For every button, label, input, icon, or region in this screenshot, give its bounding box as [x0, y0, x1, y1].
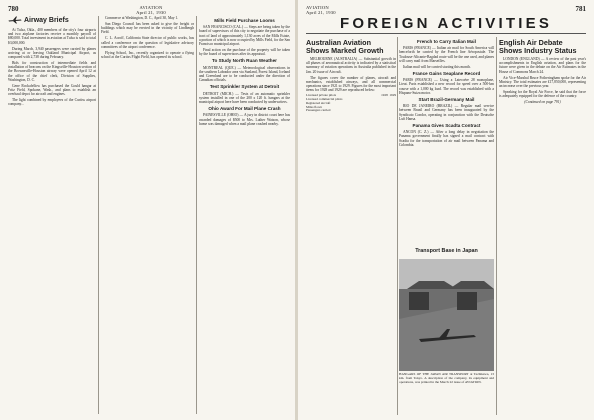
photo-title: Transport Base in Japan	[415, 248, 478, 254]
section-title: FOREIGN ACTIVITIES	[339, 15, 553, 32]
running-head: AVIATION April 21, 1930	[306, 5, 336, 15]
article-heading: To Study North Ruan Weather	[212, 58, 277, 64]
section-heading: Airway Briefs	[8, 16, 69, 24]
article-heading: France Gains Seaplane Record	[412, 71, 481, 77]
article-heading: Start Brazil-Germany Mail	[418, 97, 475, 103]
photo-caption: HANGARS OF THE JAPAN AIR TRANSPORT at Tachikawa, 13 km. from Tokyo. A description of the company, its equipment and operations, was printed in the March 22 issue of AVIATION.	[399, 372, 494, 384]
table-row: Registered aircraft	[306, 100, 331, 105]
table-row: Miles flown	[306, 104, 323, 109]
column-1: Australian Aviation Shows Marked Growth MELBOURNE (AUSTRALIA) — Substantial growth in all phases of aeronautical activity is indicated by a statistical summary of aviation operations in Australia published in the Jan. 20 issue of Aircraft. The figures cover the number of planes, aircraft and mechanics, established airways, and all commercial operations since 1921 to 1929. Figures for the most important items for 1928 and 1929 are reproduced below: Licensed private pilots 1928 1929 Licensed commercial pilots Registered aircraft Miles flown Passengers carried	[306, 38, 396, 113]
right-page	[298, 0, 594, 420]
article-heading: Mills Field Purchase Looms	[214, 18, 275, 23]
table-row: Passengers carried	[306, 108, 331, 113]
column-3: Mills Field Purchase Looms SAN FRANCISCO (CAL.) — Steps are being taken by the board of supervisors of this city to negotiate the purchase of a tract of land of approximately 1,130 acres of the Mills Estate, a portion of which is now occupied by Mills Field, for the San Francisco municipal airport. Final action on the purchase of the property will be taken by the board of supervisors after its appraisal. To Study North Ruan Weather MONTREAL (QUE.) — Meteorological observations in the southern Labrador area via Sunland, Forest Island, Iceland and Greenland are to be conducted under the direction of Canadian officials. Test Sprinkler System at Detroit DETROIT (MICH.) — Tests of an automatic sprinkler system installed in one of the 200 x 120 ft. hangars at the municipal airport here have been conducted by underwriters. Ohio Award For Mail Plane Crash PAINESVILLE (OHIO) — A jury in district court here has awarded damages of $500 to Mrs. Luther Watson, whose home was damaged when a mail plane crashed nearby.	[199, 18, 290, 126]
page-number: 780	[8, 5, 19, 13]
column-2: Commerce at Washington, D. C., April 30, May 1. San Diego Council has been asked to give the freight or buildings which may be erected in the vicinity of Lindbergh Field. C. L. Acroff, California State director of public works, has called a conference on the question of legislative advisory committees of the airport conference. Flying School, Inc., recently organized to operate a flying school at the Curtiss Flight Field, has opened its school.	[101, 16, 194, 60]
airplane-icon	[8, 16, 22, 24]
running-head: AVIATION April 21, 1930	[136, 5, 166, 15]
column-rule	[196, 16, 197, 414]
page-number: 781	[575, 5, 586, 13]
column-rule	[496, 37, 497, 415]
stats-table	[306, 94, 396, 113]
article-heading: Panama Gives Scadta Contract	[412, 123, 481, 129]
table-row: Licensed private pilots 1928 1929	[306, 93, 396, 98]
table-row: Licensed commercial pilots	[306, 97, 343, 102]
article-heading: English Air Debate Shows Industry Status	[499, 38, 577, 55]
left-page	[0, 0, 296, 420]
column-1: At Tulsa, Okla., 400 members of the city's four airports and two airplane factories receive a monthly payroll of $80,000. Total investment in aviation at Tulsa is said to total $3,000,000. During March, 3,940 passengers were carried by planes arriving at or leaving Oakland Municipal Airport, as compared with 2,738 during February. Bids for construction of intermediate fields and installation of beacons on the Kingsville-Houston section of the Brownsville-Houston airway were opened April 12 at the office of the chief clerk, Division of Supplies, Washington, D. C. Gene Rockafellow has purchased the Gould hangar at Fritz Field, Spokane, Wash., and plans to establish an overhaul depot for aircraft and engines. The light combined by employees of the Curtiss airport company...	[8, 28, 96, 107]
column-2: French to Carry Italian Mail PARIS (FRANCE) — Italian air mail for South America will henceforth be carried by the French line Aéropostale. The Toulouse-Alicante-Bagdad route will be the one used, and planes will carry mail from Marseilles. Italian mail will be carried starting this month. France Gains Seaplane Record PARIS (FRANCE) — Using a Latecoère 28 monoplane, Lieut. Paris established a new record for speed over a 500-km course with a 1,000 kg load. The record was established with a Hispano-Suiza motor. Start Brazil-Germany Mail RIO DE JANEIRO (BRAZIL) — Regular mail service between Brazil and Germany has been inaugurated by the Syndicato Condor, operating in conjunction with the Deutsche Luft Hansa. Panama Gives Scadta Contract ANCON (C. Z.) — After a long delay in negotiation the Panama government finally has signed a mail contract with Scadta for the transportation of air mail between Panama and Colombia.	[399, 39, 494, 147]
article-heading: Test Sprinkler System at Detroit	[209, 84, 280, 90]
hangar-photo-icon	[399, 259, 494, 371]
continued-note: (Continued on page 791)	[524, 100, 561, 105]
column-3: English Air Debate Shows Industry Status LONDON (ENGLAND) — A review of the past year's accomplishments in English aviation, and plans for the future were given in the debate on the Air Estimates in the House of Commons March 24. Air Vice-Marshal Bruce Fotheringham spoke for the Air Ministry. The total estimates are £17,850,000, representing an increase over the previous year. Speaking for the Royal Air Force, he said that the force is adequately equipped for the defence of the country. (Continued on page 791)	[499, 38, 586, 105]
hangar-photo	[399, 259, 494, 371]
column-rule	[397, 37, 398, 415]
article-heading: Ohio Award For Mail Plane Crash	[208, 106, 281, 112]
title-rule	[306, 33, 586, 34]
article-heading: Australian Aviation Shows Marked Growth	[306, 38, 384, 55]
column-rule	[98, 16, 99, 414]
article-heading: French to Carry Italian Mail	[417, 39, 476, 44]
